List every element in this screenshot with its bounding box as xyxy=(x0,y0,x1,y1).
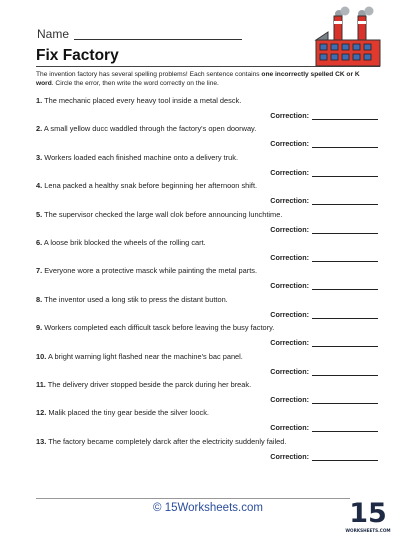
instructions-text-end: . Circle the error, then write the word correctly on the line. xyxy=(51,79,219,87)
correction-label: Correction: xyxy=(270,139,309,149)
correction-field[interactable] xyxy=(270,310,378,319)
15worksheets-logo xyxy=(345,494,391,536)
correction-field[interactable] xyxy=(270,168,378,177)
question-number: 1. xyxy=(36,96,43,105)
question-number: 6. xyxy=(36,237,43,247)
question-text: A loose brik blocked the wheels of the rolling cart. xyxy=(43,237,206,247)
question-number: 7. xyxy=(36,266,43,276)
question-text: The supervisor checked the large wall clok before announcing lunchtime. xyxy=(44,209,283,219)
correction-label: Correction: xyxy=(270,394,309,404)
correction-line[interactable] xyxy=(312,140,378,148)
question-number: 3. xyxy=(36,152,43,162)
question-text: The inventor used a long stik to press the distant button. xyxy=(44,294,228,304)
question-item xyxy=(36,181,380,209)
question-list xyxy=(36,96,380,465)
correction-field[interactable] xyxy=(270,139,378,148)
correction-label: Correction: xyxy=(270,338,309,348)
instructions-emphasis: one incorrectly spelled CK or K word xyxy=(36,71,360,87)
correction-field[interactable] xyxy=(270,196,378,205)
correction-line[interactable] xyxy=(312,112,378,120)
correction-line[interactable] xyxy=(312,169,378,177)
correction-line[interactable] xyxy=(312,424,378,432)
page-title: Fix Factory xyxy=(36,47,119,64)
question-number: 11. xyxy=(36,379,46,389)
question-number: 8. xyxy=(36,294,43,304)
correction-field[interactable] xyxy=(270,423,378,432)
question-text: A bright warning light flashed near the machine's bac panel. xyxy=(47,351,243,361)
correction-label: Correction: xyxy=(270,111,309,120)
question-number: 12. xyxy=(36,408,47,418)
correction-field[interactable] xyxy=(270,225,378,234)
correction-field[interactable] xyxy=(270,111,378,120)
correction-line[interactable] xyxy=(312,339,378,347)
question-item xyxy=(36,380,380,408)
correction-line[interactable] xyxy=(312,282,378,290)
logo-wordmark: WORKSHEETS.COM xyxy=(345,528,391,533)
question-text: Workers completed each difficult tasck before leaving the busy factory. xyxy=(44,323,275,333)
question-number: 9. xyxy=(36,323,43,333)
question-item xyxy=(36,408,380,436)
correction-field[interactable] xyxy=(270,281,378,290)
logo-number: 15 xyxy=(349,498,387,529)
correction-field[interactable] xyxy=(270,452,378,461)
question-item xyxy=(36,153,380,181)
question-item xyxy=(36,437,380,465)
question-number: 5. xyxy=(36,209,43,219)
question-item xyxy=(36,323,380,351)
question-item xyxy=(36,210,380,238)
correction-label: Correction: xyxy=(270,309,309,319)
correction-line[interactable] xyxy=(312,311,378,319)
correction-line[interactable] xyxy=(312,254,378,262)
question-number: 13. xyxy=(36,436,47,446)
footer-link[interactable]: © 15Worksheets.com xyxy=(153,502,263,514)
question-text: Workers loaded each finished machine onto a delivery truk. xyxy=(44,152,239,162)
instructions xyxy=(36,71,378,88)
name-field-line[interactable] xyxy=(74,39,242,40)
correction-label: Correction: xyxy=(270,366,309,376)
name-label: Name xyxy=(37,27,70,41)
question-item xyxy=(36,96,380,124)
correction-label: Correction: xyxy=(270,167,309,177)
correction-label: Correction: xyxy=(270,423,309,433)
question-number: 2. xyxy=(36,124,43,134)
correction-line[interactable] xyxy=(312,226,378,234)
correction-line[interactable] xyxy=(312,368,378,376)
question-number: 4. xyxy=(36,181,43,191)
correction-field[interactable] xyxy=(270,395,378,404)
question-item xyxy=(36,352,380,380)
question-text: The delivery driver stopped beside the parck during her break. xyxy=(47,379,252,389)
correction-field[interactable] xyxy=(270,253,378,262)
instructions-text: The invention factory has several spelling problems! Each sentence contains xyxy=(36,71,262,78)
footer-divider xyxy=(36,498,380,499)
question-item xyxy=(36,238,380,266)
question-text: Malik placed the tiny gear beside the silver loock. xyxy=(48,408,209,418)
question-item xyxy=(36,266,380,294)
question-item xyxy=(36,295,380,323)
question-text: The mechanic placed every heavy tool inside a metal desck. xyxy=(44,96,242,105)
correction-line[interactable] xyxy=(312,197,378,205)
question-item xyxy=(36,124,380,152)
correction-line[interactable] xyxy=(312,453,378,461)
factory-icon xyxy=(312,6,384,68)
question-text: The factory became completely darck after the electricity suddenly failed. xyxy=(48,436,287,446)
question-number: 10. xyxy=(36,351,47,361)
correction-label: Correction: xyxy=(270,281,309,291)
correction-field[interactable] xyxy=(270,367,378,376)
correction-label: Correction: xyxy=(270,451,309,461)
correction-line[interactable] xyxy=(312,396,378,404)
correction-label: Correction: xyxy=(270,224,309,234)
question-text: Lena packed a healthy snak before beginning her afternoon shift. xyxy=(44,181,258,191)
question-text: Everyone wore a protective masck while painting the metal parts. xyxy=(44,266,258,276)
correction-field[interactable] xyxy=(270,338,378,347)
correction-label: Correction: xyxy=(270,252,309,262)
correction-label: Correction: xyxy=(270,196,309,206)
question-text: A small yellow ducc waddled through the factory's open doorway. xyxy=(43,124,257,134)
